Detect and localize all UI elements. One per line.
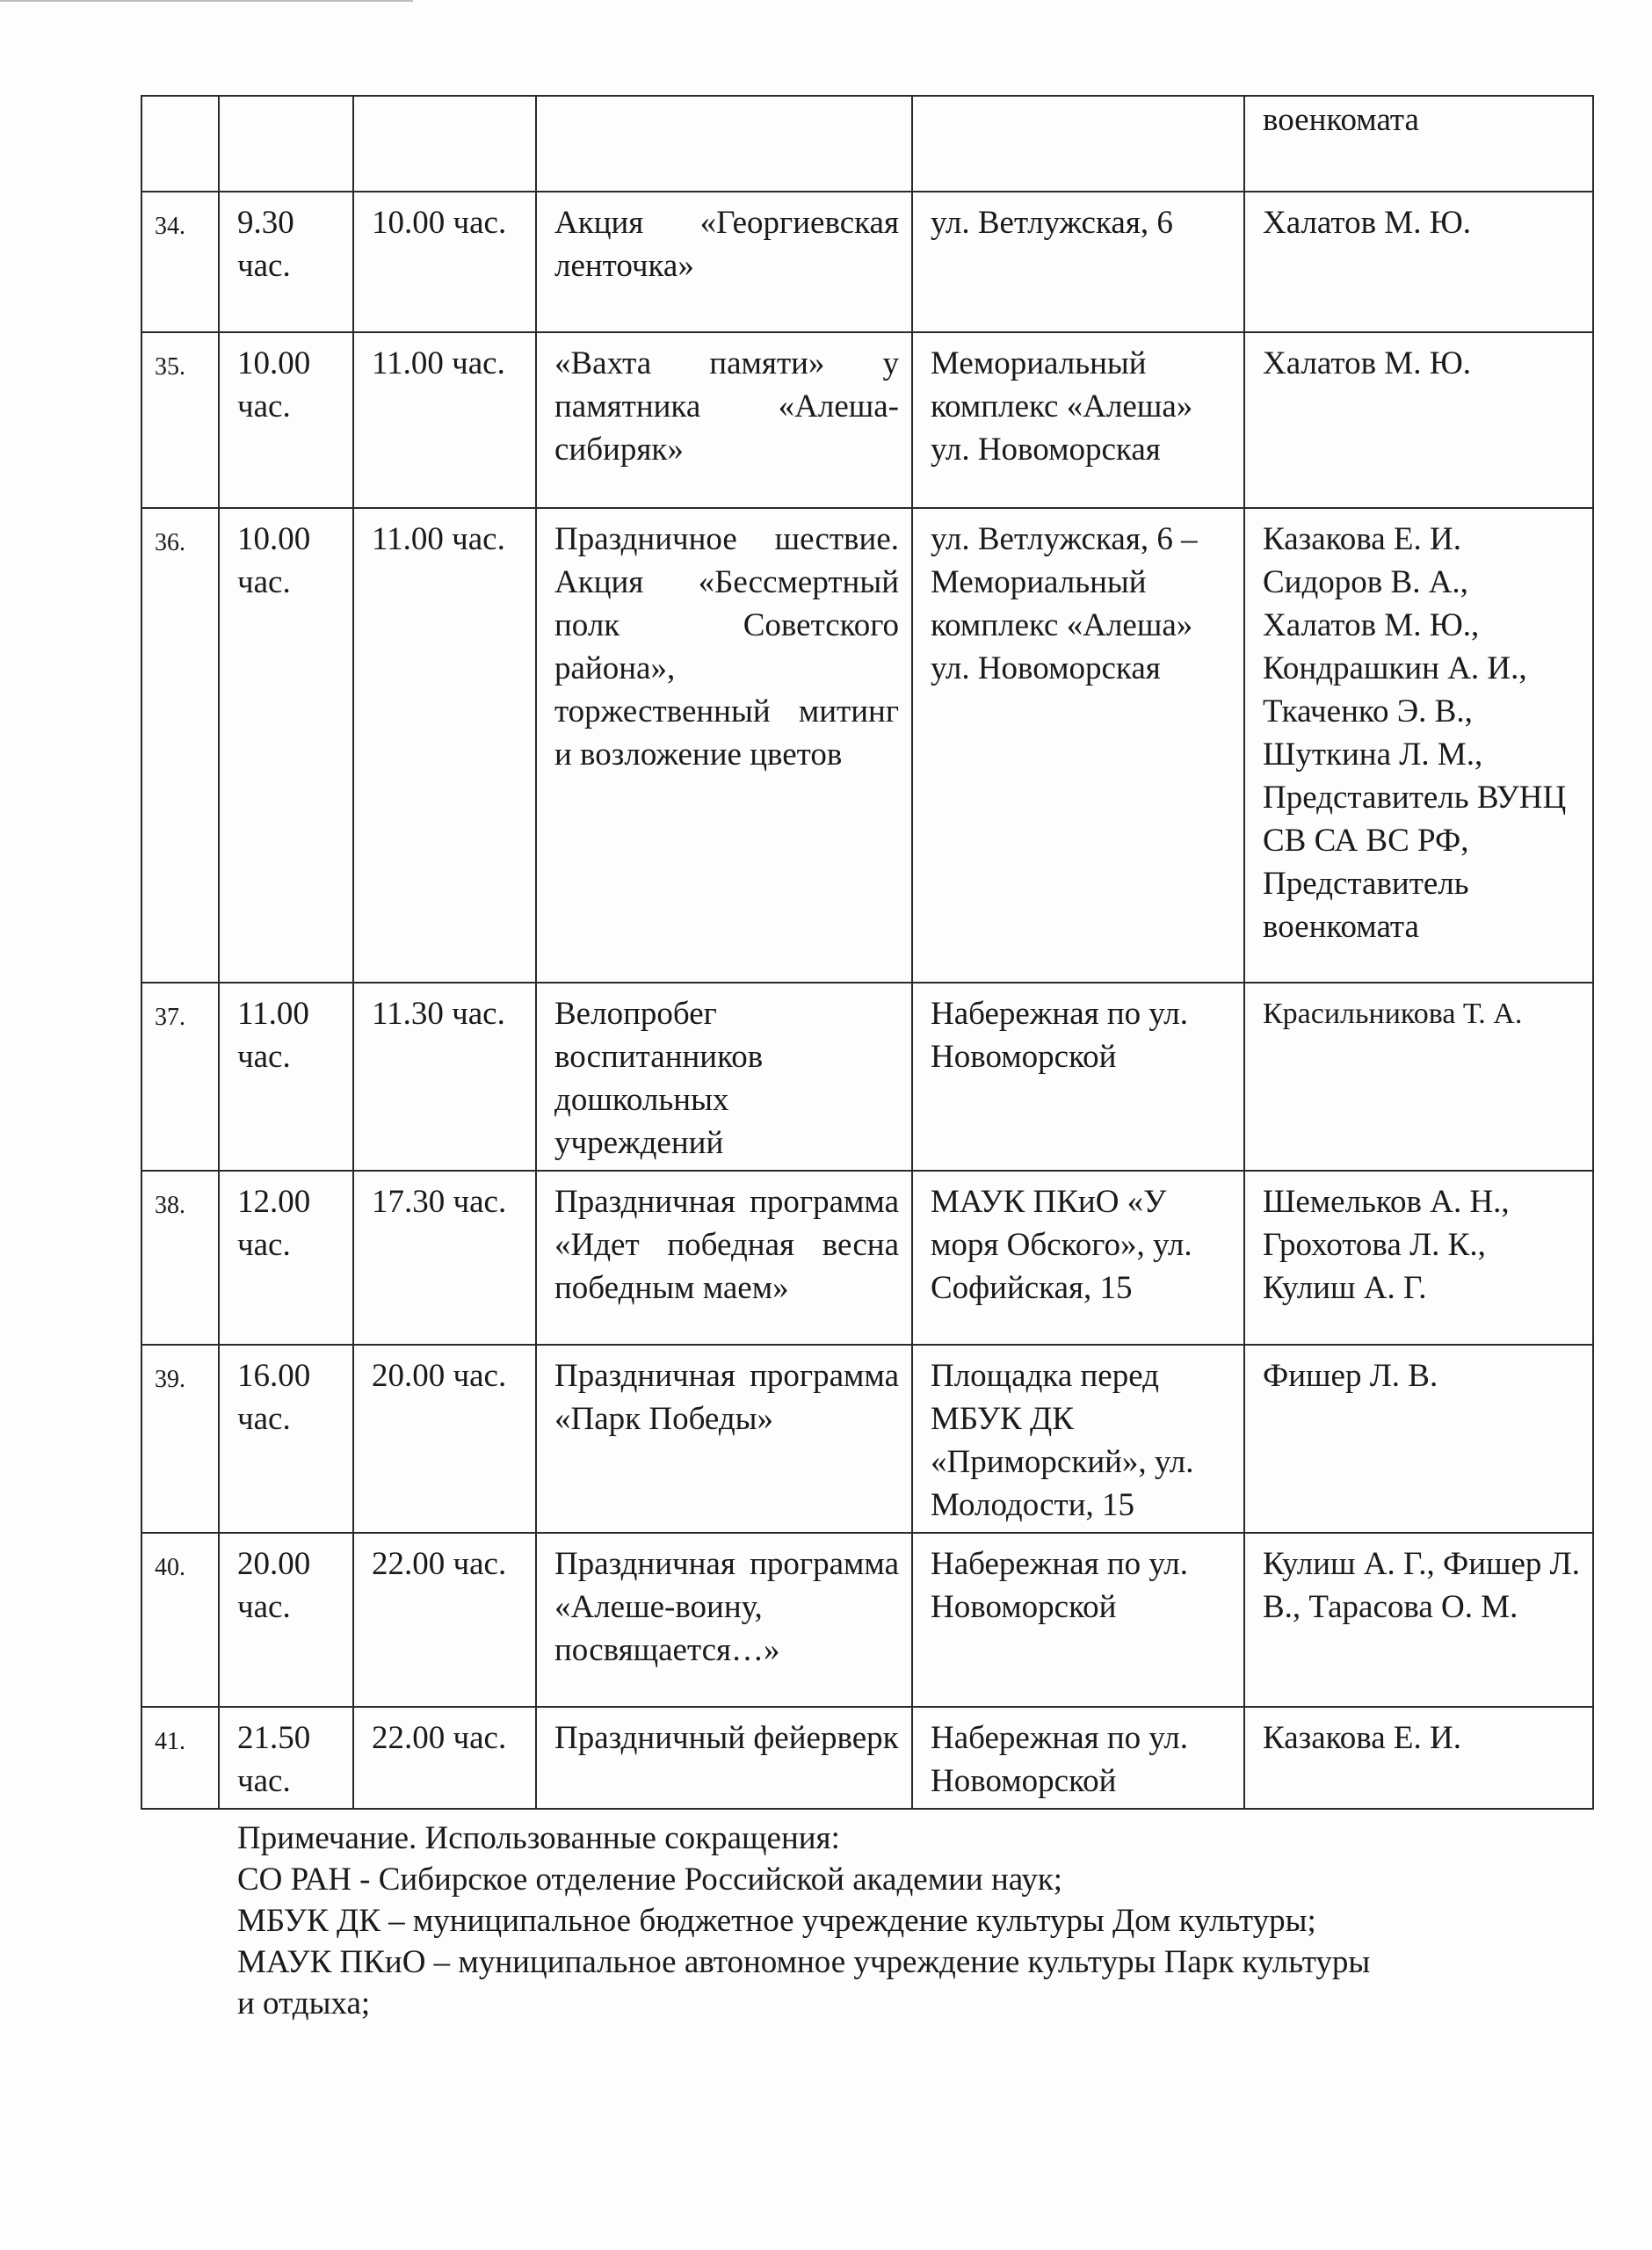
table-row (141, 1533, 1593, 1707)
row-number: 37. (141, 983, 219, 1171)
event-place: Площадка перед МБУК ДК «Приморский», ул. Молодости, 15 (912, 1345, 1244, 1533)
table-row (141, 332, 1593, 508)
row-number (141, 96, 219, 192)
row-number: 39. (141, 1345, 219, 1533)
responsible: Шемельков А. Н., Грохотова Л. К., Кулиш А. Г. (1244, 1171, 1593, 1345)
row-number: 36. (141, 508, 219, 983)
end-time: 22.00 час. (353, 1707, 536, 1809)
note-line: и отдыха; (237, 1985, 371, 2021)
row-number: 41. (141, 1707, 219, 1809)
event-name: Праздничная программа «Идет победная весна победным маем» (536, 1171, 912, 1345)
row-number: 38. (141, 1171, 219, 1345)
start-time: 16.00 час. (219, 1345, 353, 1533)
event-place: Мемориальный комплекс «Алеша» ул. Новоморская (912, 332, 1244, 508)
end-time (353, 96, 536, 192)
responsible: Фишер Л. В. (1244, 1345, 1593, 1533)
end-time: 11.30 час. (353, 983, 536, 1171)
event-name: «Вахта памяти» у памятника «Алеша-сибиряк» (536, 332, 912, 508)
responsible: Красильникова Т. А. (1244, 983, 1593, 1171)
table-row (141, 96, 1593, 192)
end-time: 22.00 час. (353, 1533, 536, 1707)
responsible: Казакова Е. И. Сидоров В. А., Халатов М. Ю., Кондрашкин А. И., Ткаченко Э. В., Шуткина Л. М., Представитель ВУНЦ СВ СА ВС РФ, Представитель военкомата (1244, 508, 1593, 983)
event-place: Набережная по ул. Новоморской (912, 983, 1244, 1171)
note-line: МБУК ДК – муниципальное бюджетное учреждение культуры Дом культуры; (237, 1903, 1316, 1939)
start-time: 21.50 час. (219, 1707, 353, 1809)
start-time: 20.00 час. (219, 1533, 353, 1707)
start-time: 10.00 час. (219, 508, 353, 983)
event-name: Велопробег воспитанников дошкольных учреждений (536, 983, 912, 1171)
event-name: Праздничная программа «Алеше-воину, посвящается…» (536, 1533, 912, 1707)
table-row (141, 983, 1593, 1171)
event-place: МАУК ПКиО «У моря Обского», ул. Софийская, 15 (912, 1171, 1244, 1345)
end-time: 20.00 час. (353, 1345, 536, 1533)
start-time: 11.00 час. (219, 983, 353, 1171)
event-place (912, 96, 1244, 192)
note-line: МАУК ПКиО – муниципальное автономное учреждение культуры Парк культуры (237, 1944, 1371, 1980)
event-place: ул. Ветлужская, 6 (912, 192, 1244, 332)
start-time: 12.00 час. (219, 1171, 353, 1345)
end-time: 11.00 час. (353, 508, 536, 983)
responsible: Халатов М. Ю. (1244, 332, 1593, 508)
note-title: Примечание. Использованные сокращения: (237, 1820, 840, 1856)
schedule-table (141, 95, 1594, 1810)
note-line: СО РАН - Сибирское отделение Российской академии наук; (237, 1862, 1063, 1898)
event-place: Набережная по ул. Новоморской (912, 1707, 1244, 1809)
start-time: 9.30 час. (219, 192, 353, 332)
row-number: 40. (141, 1533, 219, 1707)
end-time: 17.30 час. (353, 1171, 536, 1345)
row-number: 35. (141, 332, 219, 508)
start-time: 10.00 час. (219, 332, 353, 508)
responsible: Халатов М. Ю. (1244, 192, 1593, 332)
event-place: Набережная по ул. Новоморской (912, 1533, 1244, 1707)
row-number: 34. (141, 192, 219, 332)
event-place: ул. Ветлужская, 6 – Мемориальный комплекс «Алеша» ул. Новоморская (912, 508, 1244, 983)
start-time (219, 96, 353, 192)
responsible: военкомата (1244, 96, 1593, 192)
end-time: 11.00 час. (353, 332, 536, 508)
end-time: 10.00 час. (353, 192, 536, 332)
table-row (141, 192, 1593, 332)
table-row (141, 1345, 1593, 1533)
table-row (141, 1171, 1593, 1345)
table-row (141, 1707, 1593, 1809)
abbreviations-note (237, 1818, 1590, 2024)
scan-edge-line (0, 0, 413, 2)
responsible: Казакова Е. И. (1244, 1707, 1593, 1809)
event-name (536, 96, 912, 192)
event-name: Праздничный фейерверк (536, 1707, 912, 1809)
event-name: Праздничная программа «Парк Победы» (536, 1345, 912, 1533)
event-name: Акция «Георгиевская ленточка» (536, 192, 912, 332)
event-name: Праздничное шествие. Акция «Бессмертный полк Советского района», торжественный митинг и возложение цветов (536, 508, 912, 983)
table-row (141, 508, 1593, 983)
responsible: Кулиш А. Г., Фишер Л. В., Тарасова О. М. (1244, 1533, 1593, 1707)
